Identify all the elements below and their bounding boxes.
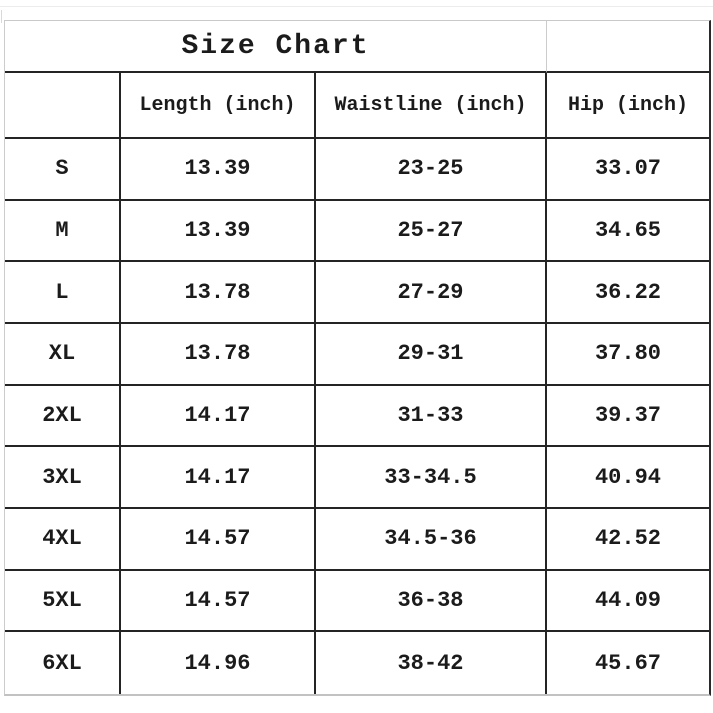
title-row (5, 21, 709, 73)
waistline-cell: 29-31 (316, 324, 547, 386)
waistline-cell: 38-42 (316, 632, 547, 694)
column-header-hip: Hip (inch) (547, 73, 709, 139)
hip-cell: 36.22 (547, 262, 709, 324)
length-cell: 14.17 (121, 447, 316, 509)
size-cell: 2XL (5, 386, 121, 448)
title-empty-cell (547, 21, 709, 73)
table-row (5, 139, 709, 201)
length-cell: 13.78 (121, 324, 316, 386)
length-cell: 13.39 (121, 139, 316, 201)
hip-cell: 39.37 (547, 386, 709, 448)
table-title: Size Chart (5, 21, 547, 73)
top-edge-artifact-line (0, 6, 713, 7)
waistline-cell: 31-33 (316, 386, 547, 448)
length-cell: 13.78 (121, 262, 316, 324)
size-cell: 3XL (5, 447, 121, 509)
column-header-size (5, 73, 121, 139)
table-row (5, 509, 709, 571)
table-row (5, 632, 709, 694)
waistline-cell: 34.5-36 (316, 509, 547, 571)
length-cell: 14.96 (121, 632, 316, 694)
table-row (5, 201, 709, 263)
column-header-length: Length (inch) (121, 73, 316, 139)
table-row (5, 571, 709, 633)
size-cell: S (5, 139, 121, 201)
hip-cell: 33.07 (547, 139, 709, 201)
length-cell: 13.39 (121, 201, 316, 263)
waistline-cell: 36-38 (316, 571, 547, 633)
size-cell: 5XL (5, 571, 121, 633)
table-row (5, 262, 709, 324)
hip-cell: 34.65 (547, 201, 709, 263)
hip-cell: 37.80 (547, 324, 709, 386)
size-cell: 4XL (5, 509, 121, 571)
size-cell: L (5, 262, 121, 324)
size-cell: 6XL (5, 632, 121, 694)
column-header-waistline: Waistline (inch) (316, 73, 547, 139)
waistline-cell: 27-29 (316, 262, 547, 324)
header-row (5, 73, 709, 139)
hip-cell: 40.94 (547, 447, 709, 509)
hip-cell: 45.67 (594, 650, 661, 676)
left-edge-artifact-tick (1, 10, 2, 23)
length-cell: 14.57 (121, 571, 316, 633)
table-row (5, 447, 709, 509)
waistline-cell: 33-34.5 (316, 447, 547, 509)
waistline-cell: 23-25 (316, 139, 547, 201)
waistline-cell: 25-27 (316, 201, 547, 263)
size-chart-table (4, 20, 711, 696)
length-cell: 14.17 (121, 386, 316, 448)
size-cell: M (5, 201, 121, 263)
hip-cell: 44.09 (547, 571, 709, 633)
size-cell: XL (5, 324, 121, 386)
table-row (5, 386, 709, 448)
length-cell: 14.57 (121, 509, 316, 571)
table-row (5, 324, 709, 386)
hip-cell: 42.52 (547, 509, 709, 571)
